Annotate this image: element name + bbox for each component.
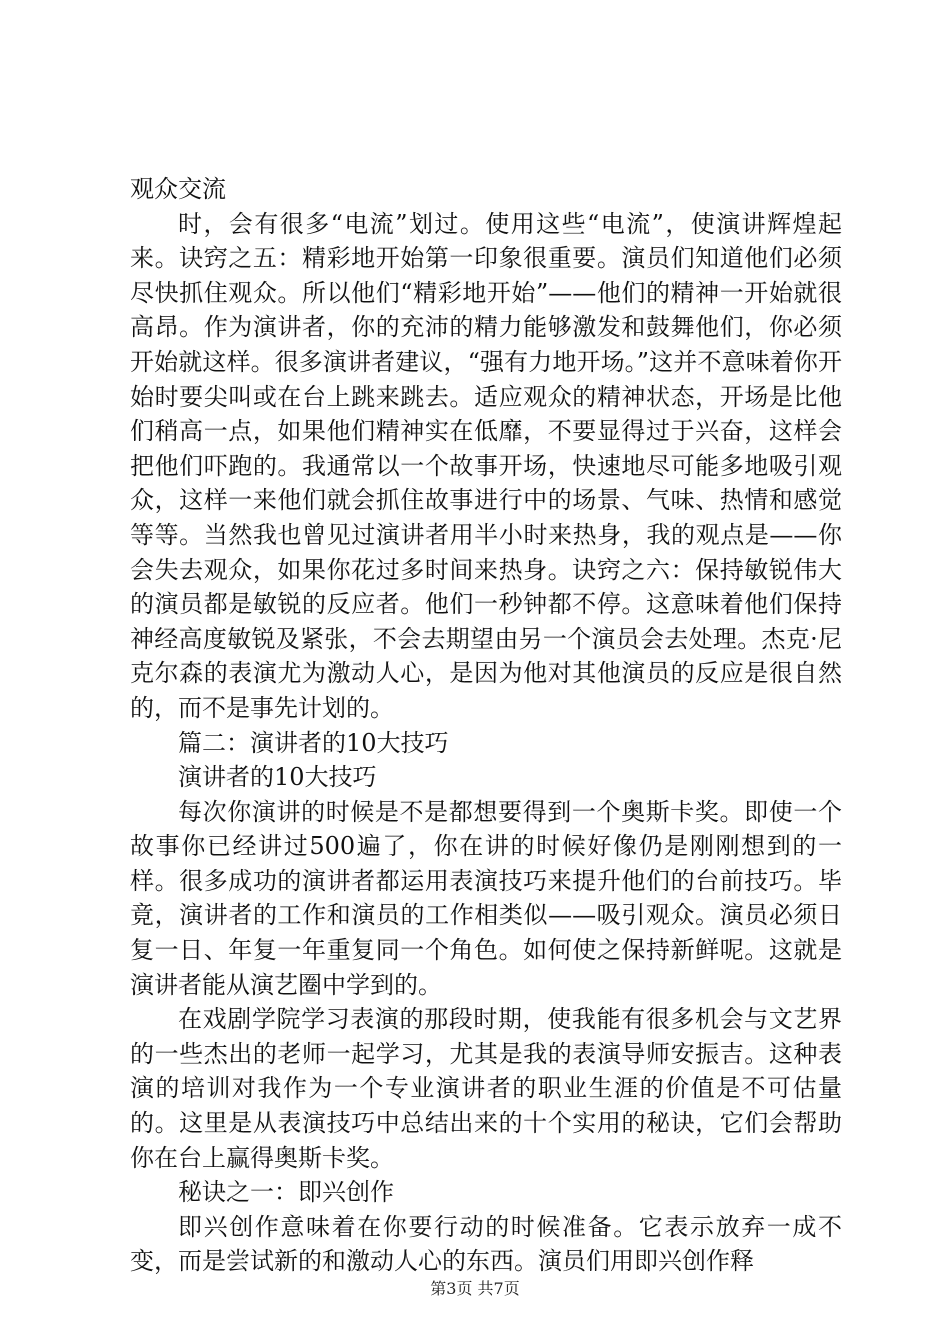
paragraph: 即兴创作意味着在你要行动的时候准备。它表示放弃一成不变，而是尝试新的和激动人心的东西。演员们用即兴创作释 bbox=[130, 1212, 842, 1276]
paragraph: 时，会有很多“电流”划过。使用这些“电流”，使演讲辉煌起来。诀窍之五：精彩地开始第一印象很重要。演员们知道他们必须尽快抓住观众。所以他们“精彩地开始”——他们的精神一开始就很高昂。作为演讲者，你的充沛的精力能够激发和鼓舞他们，你必须开始就这样。很多演讲者建议，“强有力地开场。”这并不意味着你开始时要尖叫或在台上跳来跳去。适应观众的精神状态，开场是比他们稍高一点，如果他们精神实在低靡，不要显得过于兴奋，这样会把他们吓跑的。我通常以一个故事开场，快速地尽可能多地吸引观众，这样一来他们就会抓住故事进行中的场景、气味、热情和感觉等等。当然我也曾见过演讲者用半小时来热身，我的观点是——你会失去观众，如果你花过多时间来热身。诀窍之六：保持敏锐伟大的演员都是敏锐的反应者。他们一秒钟都不停。这意味着他们保持神经高度敏锐及紧张，不会去期望由另一个演员会去处理。杰克·尼克尔森的表演尤为激动人心，是因为他对其他演员的反应是很自然的，而不是事先计划的。 bbox=[130, 209, 842, 722]
page-number-footer: 第3页 共7页 bbox=[430, 1279, 520, 1298]
paragraph: 在戏剧学院学习表演的那段时期，使我能有很多机会与文艺界的一些杰出的老师一起学习，尤其是我的表演导师安振吉。这种表演的培训对我作为一个专业演讲者的职业生涯的价值是不可估量的。这里是从表演技巧中总结出来的十个实用的秘诀，它们会帮助你在台上赢得奥斯卡奖。 bbox=[130, 1005, 842, 1172]
continued-line: 观众交流 bbox=[130, 175, 226, 203]
tip-heading: 秘诀之一：即兴创作 bbox=[178, 1178, 394, 1207]
chapter-heading: 篇二：演讲者的10大技巧 bbox=[178, 728, 449, 757]
document-body bbox=[130, 172, 842, 1279]
paragraph: 每次你演讲的时候是不是都想要得到一个奥斯卡奖。即使一个故事你已经讲过500遍了，你在讲的时候好像仍是刚刚想到的一样。很多成功的演讲者都运用表演技巧来提升他们的台前技巧。毕竟，演讲者的工作和演员的工作相类似——吸引观众。演员必须日复一日、年复一年重复同一个角色。如何使之保持新鲜呢。这就是演讲者能从演艺圈中学到的。 bbox=[130, 797, 842, 999]
section-subheading: 演讲者的10大技巧 bbox=[178, 763, 377, 792]
